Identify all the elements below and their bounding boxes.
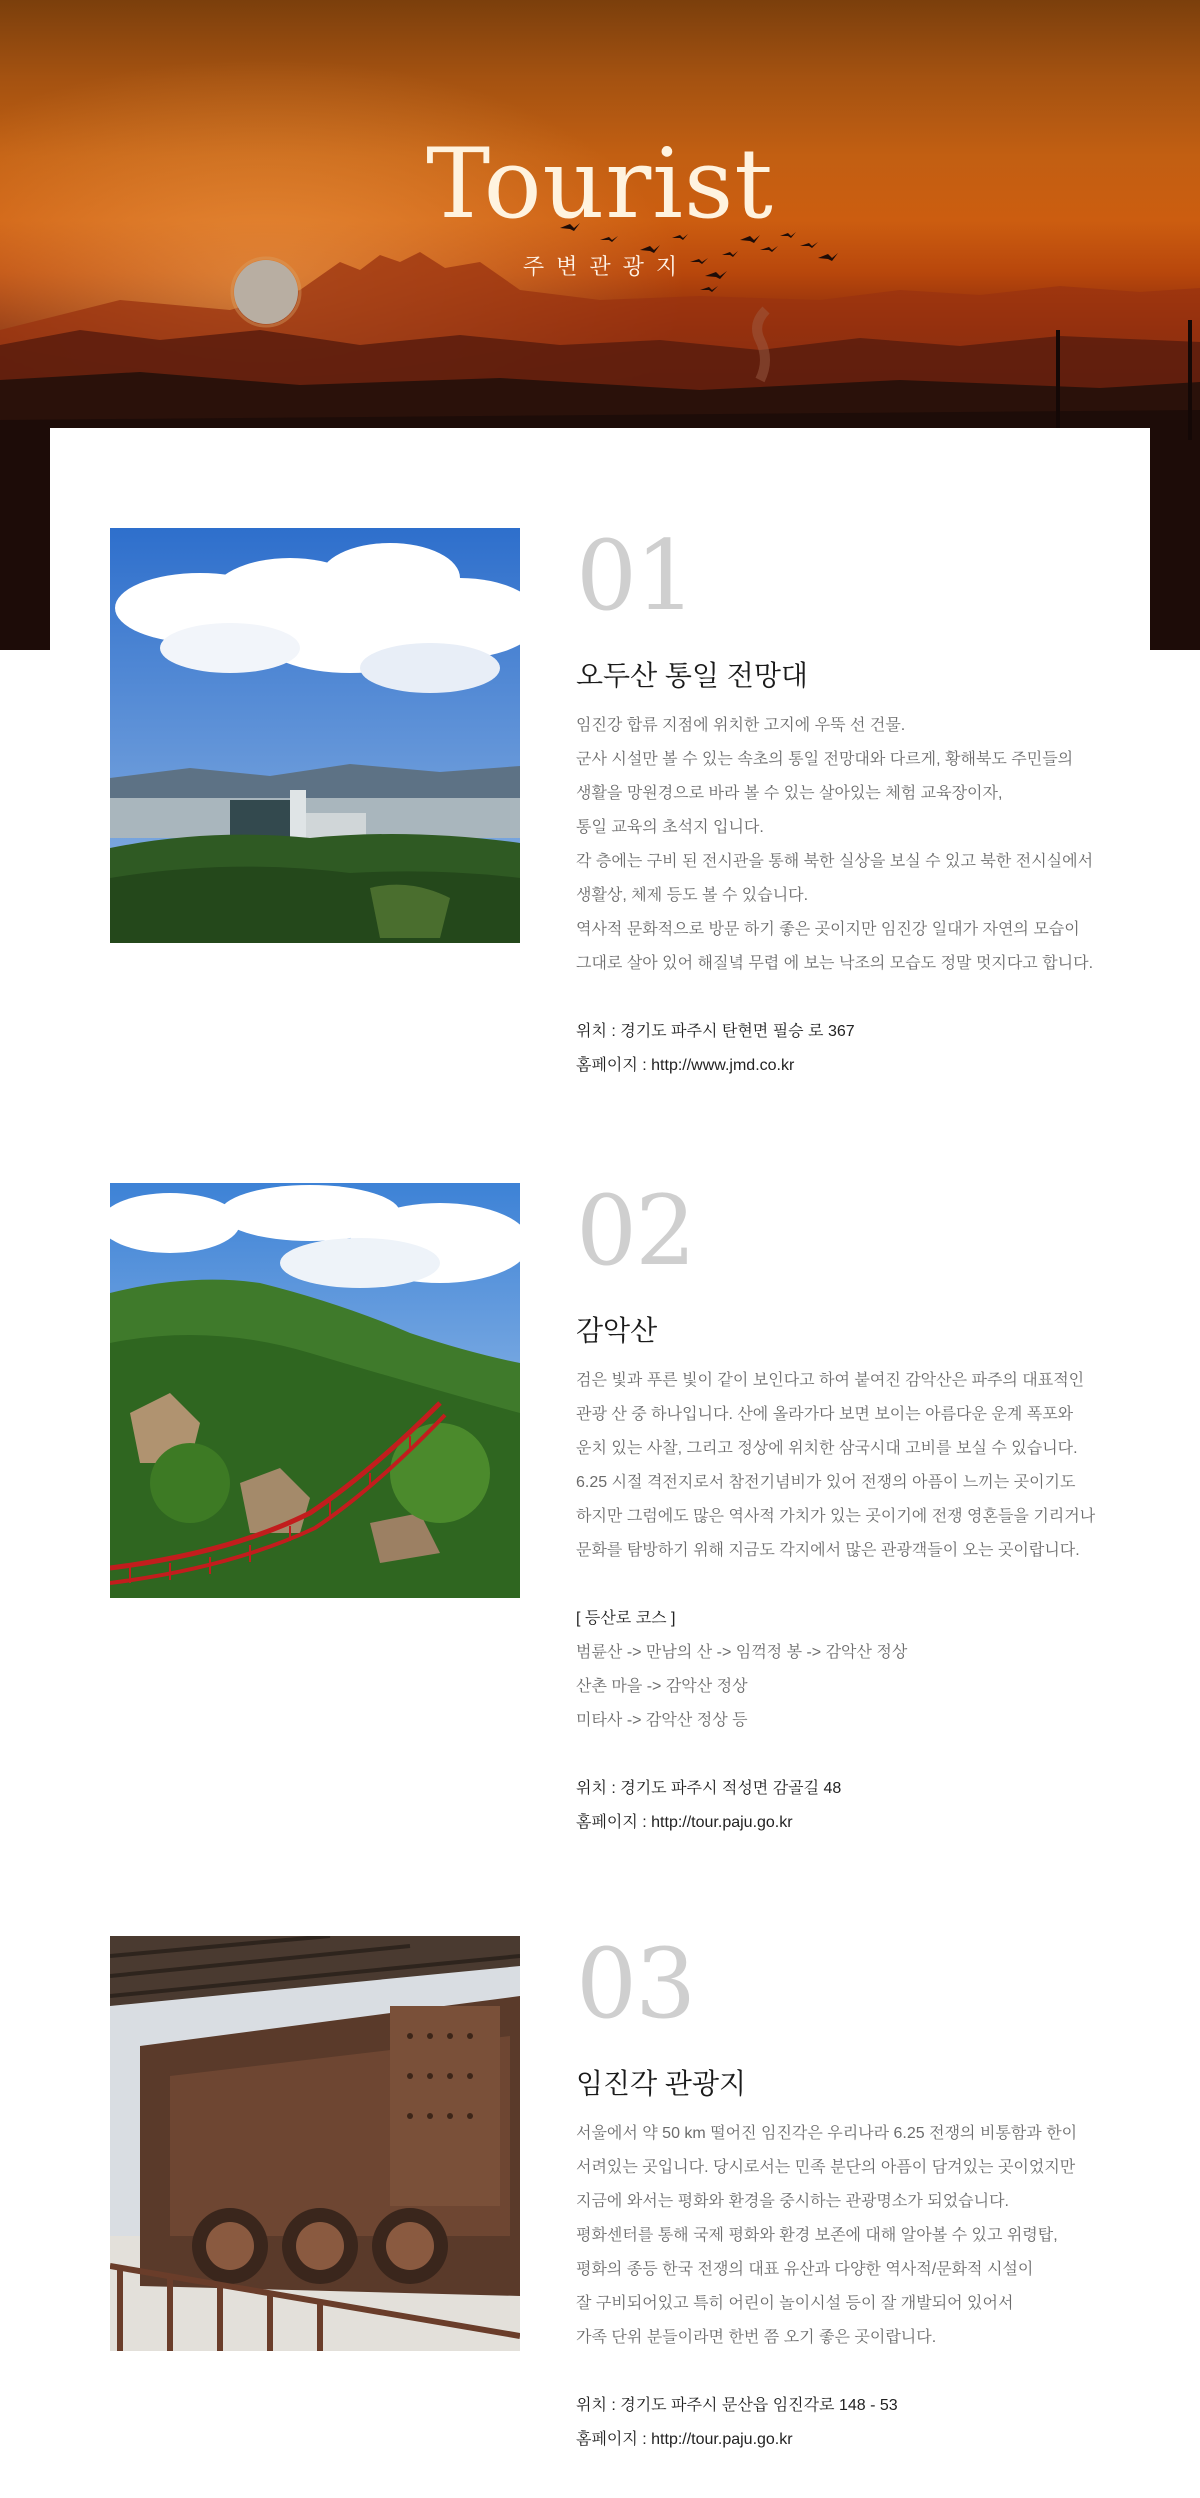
description-line: 서려있는 곳입니다. 당시로서는 민족 분단의 아픔이 담겨있는 곳이었지만 <box>576 2159 1076 2176</box>
description-line: 군사 시설만 볼 수 있는 속초의 통일 전망대와 다르게, 황해북도 주민들의 <box>576 751 1074 768</box>
spot-description <box>576 709 1116 981</box>
description-line: 검은 빛과 푸른 빛이 같이 보인다고 하여 붙여진 감악산은 파주의 대표적인 <box>576 1372 1085 1389</box>
spot-meta <box>576 2389 1116 2457</box>
hiking-course-route: 미타사 -> 감악산 정상 등 <box>576 1712 748 1729</box>
spot-info <box>576 1175 1116 1840</box>
hiking-course <box>576 1602 1116 1738</box>
description-line: 운치 있는 사찰, 그리고 정상에 위치한 삼국시대 고비를 보실 수 있습니다. <box>576 1440 1078 1457</box>
content-card <box>50 428 1150 2498</box>
spot-homepage-link[interactable]: 홈페이지 : http://tour.paju.go.kr <box>576 1814 793 1831</box>
hero-subtitle: 주변관광지 <box>522 255 690 280</box>
spot-section <box>110 1928 1110 2476</box>
spot-number: 02 <box>576 1175 695 1287</box>
hero-title: Tourist <box>426 128 774 240</box>
spot-location: 위치 : 경기도 파주시 문산읍 임진각로 148 - 53 <box>576 2397 898 2414</box>
description-line: 서울에서 약 50 km 떨어진 임진각은 우리나라 6.25 전쟁의 비통함과 한이 <box>576 2125 1078 2142</box>
spot-number: 01 <box>576 520 695 632</box>
spot-location: 위치 : 경기도 파주시 탄현면 필승 로 367 <box>576 1023 855 1040</box>
spot-photo-locomotive <box>110 1936 520 2351</box>
description-line: 하지만 그럼에도 많은 역사적 가치가 있는 곳이기에 전쟁 영혼들을 기리거나 <box>576 1508 1096 1525</box>
spot-name: 오두산 통일 전망대 <box>576 660 808 691</box>
description-line: 평화센터를 통해 국제 평화와 환경 보존에 대해 알아볼 수 있고 위령탑, <box>576 2227 1058 2244</box>
spot-photo-mountain-bridge <box>110 1183 520 1598</box>
spot-homepage-link[interactable]: 홈페이지 : http://tour.paju.go.kr <box>576 2431 793 2448</box>
description-line: 생활상, 체제 등도 볼 수 있습니다. <box>576 887 809 904</box>
spot-homepage-link[interactable]: 홈페이지 : http://www.jmd.co.kr <box>576 1057 795 1074</box>
spot-section <box>110 520 1110 1118</box>
description-line: 임진강 합류 지점에 위치한 고지에 우뚝 선 건물. <box>576 717 906 734</box>
description-line: 각 층에는 구비 된 전시관을 통해 북한 실상을 보실 수 있고 북한 전시실에서 <box>576 853 1094 870</box>
spot-name: 감악산 <box>576 1315 658 1346</box>
description-line: 역사적 문화적으로 방문 하기 좋은 곳이지만 임진강 일대가 자연의 모습이 <box>576 921 1080 938</box>
description-line: 통일 교육의 초석지 입니다. <box>576 819 764 836</box>
hiking-course-title: [ 등산로 코스 ] <box>576 1610 676 1627</box>
spot-description <box>576 2117 1116 2355</box>
spot-description <box>576 1364 1116 1568</box>
spot-number: 03 <box>576 1928 695 2040</box>
description-line: 생활을 망원경으로 바라 볼 수 있는 살아있는 체험 교육장이자, <box>576 785 1003 802</box>
spot-location: 위치 : 경기도 파주시 적성면 감골길 48 <box>576 1780 842 1797</box>
spot-meta <box>576 1772 1116 1840</box>
description-line: 6.25 시절 격전지로서 참전기념비가 있어 전쟁의 아픔이 느끼는 곳이기도 <box>576 1474 1076 1491</box>
hiking-course-route: 산촌 마을 -> 감악산 정상 <box>576 1678 748 1695</box>
hiking-course-route: 범륜산 -> 만남의 산 -> 임꺽정 봉 -> 감악산 정상 <box>576 1644 908 1661</box>
description-line: 문화를 탐방하기 위해 지금도 각지에서 많은 관광객들이 오는 곳이랍니다. <box>576 1542 1080 1559</box>
description-line: 지금에 와서는 평화와 환경을 중시하는 관광명소가 되었습니다. <box>576 2193 1009 2210</box>
spot-meta <box>576 1015 1116 1083</box>
description-line: 관광 산 중 하나입니다. 산에 올라가다 보면 보이는 아름다운 운계 폭포와 <box>576 1406 1074 1423</box>
spot-info <box>576 520 1116 1083</box>
spot-section <box>110 1175 1110 1883</box>
spot-info <box>576 1928 1116 2457</box>
description-line: 그대로 살아 있어 해질녘 무렵 에 보는 낙조의 모습도 정말 멋지다고 합니다. <box>576 955 1094 972</box>
description-line: 평화의 종등 한국 전쟁의 대표 유산과 다양한 역사적/문화적 시설이 <box>576 2261 1034 2278</box>
spot-photo-observatory <box>110 528 520 943</box>
description-line: 잘 구비되어있고 특히 어린이 놀이시설 등이 잘 개발되어 있어서 <box>576 2295 1014 2312</box>
spot-name: 임진각 관광지 <box>576 2068 747 2099</box>
description-line: 가족 단위 분들이라면 한번 쯤 오기 좋은 곳이랍니다. <box>576 2329 937 2346</box>
